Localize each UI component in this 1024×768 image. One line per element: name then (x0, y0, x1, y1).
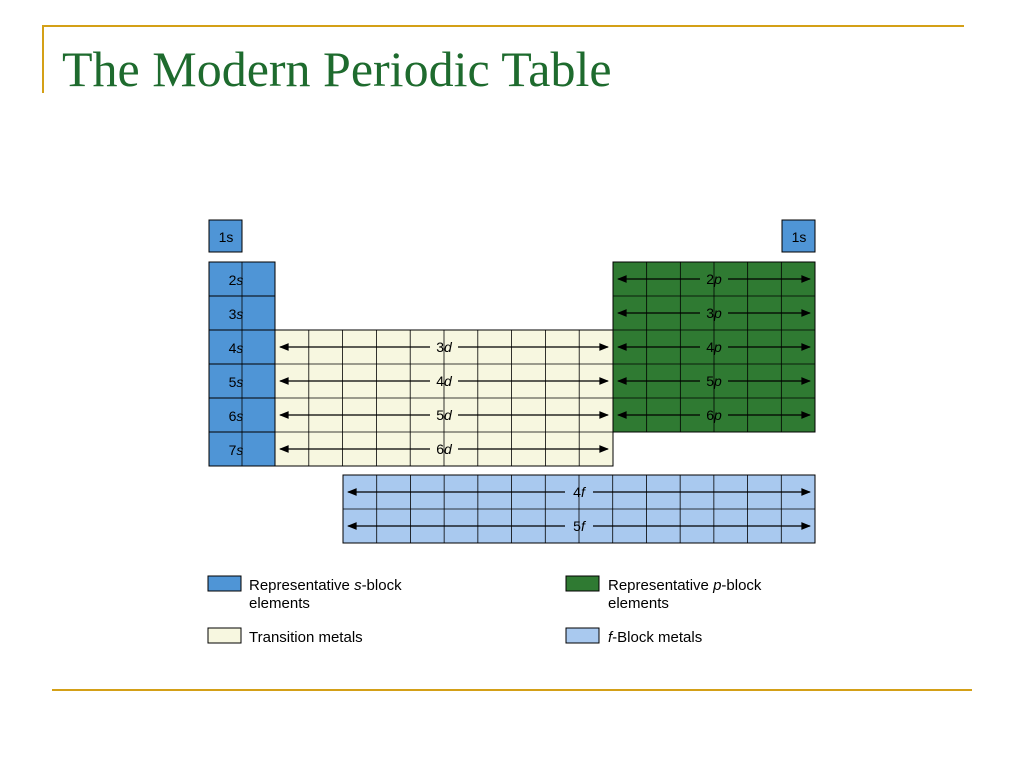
top-rule-line (42, 25, 964, 27)
legend-f-block-label: f-Block metals (608, 629, 703, 646)
legend-swatch-s-block (208, 576, 241, 591)
f-block-label-5f: 5f (573, 518, 585, 534)
p-block-label-6p: 6p (706, 407, 722, 423)
s-block-label-6s: 6s (228, 408, 244, 424)
bottom-rule-line (52, 689, 972, 691)
cell-1s-left-label: 1s (218, 229, 234, 245)
p-block-label-5p: 5p (706, 373, 722, 389)
p-block-label-4p: 4p (706, 339, 722, 355)
legend-p-block-line2: elements (608, 595, 669, 612)
legend-transition-label: Transition metals (249, 629, 363, 646)
title-accent-line (42, 27, 44, 93)
d-block-label-5d: 5d (436, 407, 452, 423)
cell-1s-right (782, 220, 815, 252)
d-block-label-6d: 6d (436, 441, 452, 457)
slide-title: The Modern Periodic Table (62, 41, 612, 97)
s-block-label-4s: 4s (228, 340, 244, 356)
legend-swatch-p-block (566, 576, 599, 591)
d-block-label-3d: 3d (436, 339, 452, 355)
svg-text:1s (792, 229, 807, 245)
f-block-label-4f: 4f (573, 484, 585, 500)
d-block (275, 330, 613, 466)
s-block-label-3s: 3s (228, 306, 244, 322)
legend-p-block-line1: Representative p-block (608, 577, 762, 594)
s-block-label-7s: 7s (228, 442, 244, 458)
legend-swatch-f-block (566, 628, 599, 643)
s-block-label-5s: 5s (228, 374, 244, 390)
legend-s-block-line2: elements (249, 595, 310, 612)
legend-swatch-transition (208, 628, 241, 643)
cell-1s-left (209, 220, 242, 252)
d-block-label-4d: 4d (436, 373, 452, 389)
p-block (613, 262, 815, 432)
s-block (209, 262, 275, 466)
svg-text:1s (219, 229, 234, 245)
legend (208, 576, 762, 646)
s-block-label-2s: 2s (228, 272, 244, 288)
f-block (343, 475, 815, 543)
p-block-label-2p: 2p (706, 271, 722, 287)
cell-1s-right-label: 1s (791, 229, 807, 245)
legend-s-block-line1: Representative s-block (249, 577, 402, 594)
p-block-label-3p: 3p (706, 305, 722, 321)
